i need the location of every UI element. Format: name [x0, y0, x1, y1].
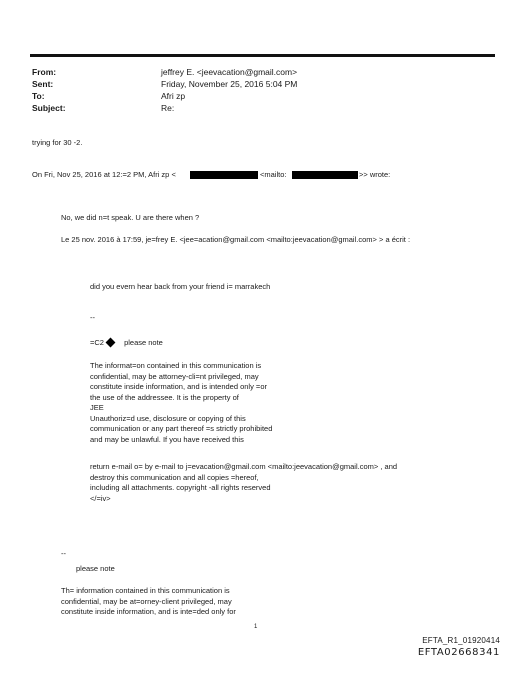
disclaimer-line: The informat=on contained in this communication is — [90, 361, 262, 370]
subject-value: Re: — [161, 103, 175, 113]
disclaimer-line: constitute inside information, and is intended only =or — [90, 382, 267, 391]
replacement-char-icon — [106, 338, 116, 348]
to-value: Afri zp — [161, 91, 186, 101]
disclaimer-block-3 — [61, 586, 236, 618]
bates-number-2: EFTA02668341 — [417, 647, 500, 658]
disclaimer-line: confidential, may be at=orney-client privileged, may — [61, 596, 232, 606]
please-note-1: please note — [124, 338, 163, 347]
disclaimer-line: Unauthoriz=d use, disclosure or copying of this — [90, 413, 246, 423]
redaction-bar — [190, 171, 258, 179]
body-line-trying: trying for 30 -2. — [32, 138, 83, 147]
disclaimer-line: including all attachments. copyright -all rights reserved — [90, 483, 271, 492]
please-note-2: please note — [76, 564, 115, 573]
question-line: did you evern hear back from your friend i= marrakech — [90, 282, 271, 291]
quote1-suffix: >> wrote: — [359, 170, 391, 179]
subject-label: Subject: — [32, 103, 66, 113]
disclaimer-line: Th= information contained in this communication is — [61, 586, 230, 595]
disclaimer-line: return e-mail o= by e-mail to j=evacation@gmail.com <mailto:jeevacation@gmail.com> , and — [90, 462, 398, 471]
disclaimer-line: </=iv> — [90, 493, 111, 503]
quote1-prefix: On Fri, Nov 25, 2016 at 12:=2 PM, Afri zp < — [32, 170, 176, 179]
disclaimer-line: communication or any part thereof =s strictly prohibited — [90, 424, 273, 433]
header-rule — [30, 54, 495, 57]
disclaimer-block-1 — [90, 361, 272, 445]
dashes-2: -- — [61, 549, 66, 558]
dashes-1: -- — [90, 313, 95, 322]
sent-value: Friday, November 25, 2016 5:04 PM — [161, 79, 298, 89]
reply1: No, we did n=t speak. U are there when ? — [61, 213, 200, 222]
quote2: Le 25 nov. 2016 à 17:59, je=frey E. <jee=acation@gmail.com <mailto:jeevacation@gmail.com> > a écrit : — [61, 235, 411, 244]
from-label: From: — [32, 67, 57, 77]
sent-label: Sent: — [32, 79, 54, 89]
disclaimer-line: constitute inside information, and is inte=ded only for — [61, 607, 236, 616]
to-label: To: — [32, 91, 45, 101]
disclaimer-line: the use of the addressee. It is the property of — [90, 392, 239, 402]
bates-number-1: EFTA_R1_01920414 — [422, 636, 500, 645]
sig-prefix: =C2 — [90, 338, 104, 347]
disclaimer-line: and may be unlawful. If you have received this — [90, 434, 244, 444]
disclaimer-line: confidential, may be attorney-cli=nt privileged, may — [90, 371, 259, 381]
disclaimer-block-2 — [90, 462, 397, 504]
disclaimer-line: JEE — [90, 403, 104, 412]
page-number: 1 — [254, 624, 258, 630]
from-value: jeffrey E. <jeevacation@gmail.com> — [161, 67, 298, 77]
redaction-bar — [292, 171, 358, 179]
disclaimer-line: destroy this communication and all copies =hereof, — [90, 472, 259, 482]
quote1-mailto: <mailto: — [260, 170, 287, 179]
signature-line — [90, 338, 163, 349]
